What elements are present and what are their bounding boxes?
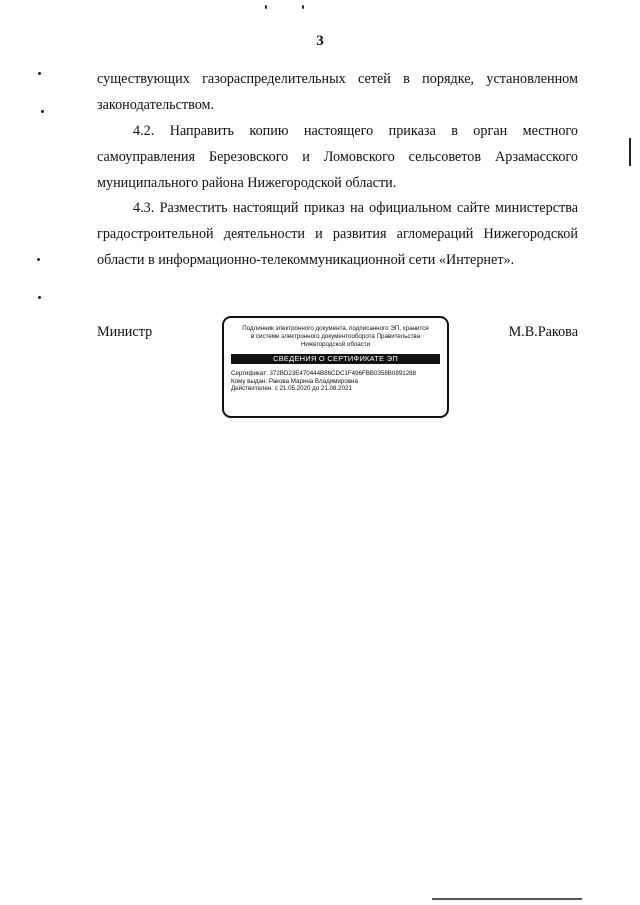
page-number: 3 xyxy=(316,33,324,49)
paragraph-existing-networks xyxy=(97,66,578,118)
signature-block xyxy=(97,316,578,426)
text-line: области в информационно-телекоммуникационной сети «Интернет». xyxy=(97,252,515,268)
scan-speck xyxy=(38,296,41,299)
scan-speck xyxy=(265,5,267,9)
text-line: существующих газораспределительных сетей в порядке, установленном xyxy=(97,71,578,87)
certificate-owner: Кому выдан: Ракова Марина Владимировна xyxy=(231,377,358,385)
scan-speck xyxy=(37,258,40,261)
scan-edge-mark xyxy=(629,138,631,166)
signer-name: М.В.Ракова xyxy=(508,324,578,340)
certificate-number: Сертификат: 372BD23E470444B86CDC1F496FBB0358B0891288 xyxy=(231,370,417,377)
scan-speck xyxy=(38,72,41,75)
stamp-note: Подлинник электронного документа, подписанного ЭП, хранится в системе электронного документооборота Правительства Нижегородской области xyxy=(242,325,429,348)
signer-role: Министр xyxy=(97,324,153,340)
scan-bottom-line xyxy=(432,898,582,900)
electronic-signature-stamp xyxy=(222,316,449,418)
scan-speck xyxy=(302,5,304,9)
text-line: 4.3. Разместить настоящий приказ на официальном сайте министерства xyxy=(133,200,578,216)
text-line: градостроительной деятельности и развития агломераций Нижегородской xyxy=(97,226,578,242)
certificate-validity: Действителен: с 21.05.2020 до 21.08.2021 xyxy=(231,385,352,392)
text-line: муниципального района Нижегородской области. xyxy=(97,175,397,191)
text-line: 4.2. Направить копию настоящего приказа в орган местного xyxy=(133,123,578,139)
paragraph-4-3 xyxy=(97,195,578,273)
scan-speck xyxy=(41,110,44,113)
stamp-title: СВЕДЕНИЯ О СЕРТИФИКАТЕ ЭП xyxy=(231,354,440,364)
text-line: самоуправления Березовского и Ломовского сельсоветов Арзамасского xyxy=(97,149,578,165)
paragraph-4-2 xyxy=(97,118,578,196)
stamp-details xyxy=(231,370,440,393)
text-line: законодательством. xyxy=(97,97,215,113)
